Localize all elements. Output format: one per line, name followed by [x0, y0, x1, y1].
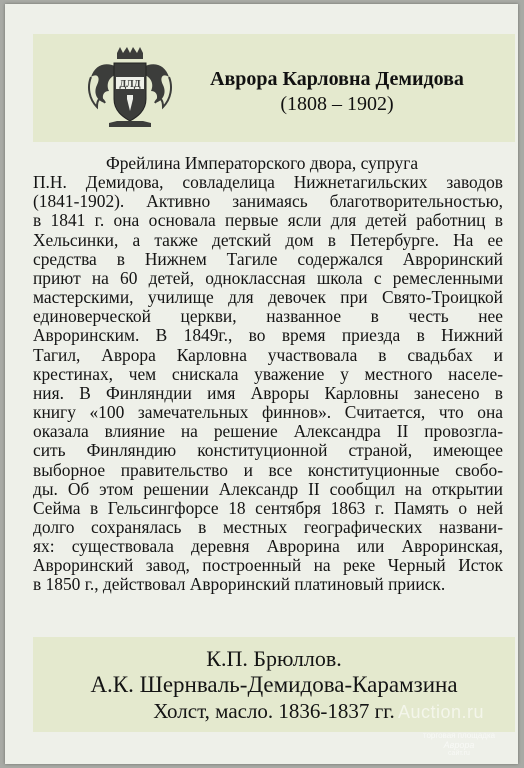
watermark-line2: Аврора [443, 740, 475, 750]
text-line: Тагил, Аврора Карловна участвовала в свадьбах и [33, 344, 503, 365]
text-line: П.Н. Демидова, совладелица Нижнетагильских заводов [33, 172, 503, 193]
coat-of-arms-icon [87, 47, 173, 129]
caption-medium: Холст, масло. 1836-1837 гг. [153, 699, 395, 723]
text-line: мастерскими, училище для девочек при Свято-Троицкой [33, 287, 503, 308]
text-line: долго сохранялась в местных географических названи- [33, 516, 503, 537]
text-line: Сейма в Гельсингфорсе 18 сентября 1863 г. Память о ней [33, 497, 503, 518]
crest-letters: ДЛД [119, 79, 141, 90]
text-line: крестинах, чем снискала уважение у местного населе- [33, 363, 503, 384]
life-years: (1808 – 1902) [280, 93, 394, 115]
text-line: (1841-1902). Активно занимаясь благотворительностью, [33, 191, 503, 212]
watermark [398, 702, 520, 757]
header-banner [33, 34, 515, 142]
text-line: средства в Нижнем Тагиле содержался Авроринский [33, 248, 503, 269]
person-name: Аврора Карловна Демидова [210, 68, 464, 90]
text-line: Авроринский завод, построенный на реке Черный Исток [33, 555, 503, 576]
text-line: в 1850 г., действовал Авроринский платиновый прииск. [33, 574, 446, 595]
header-title [187, 66, 487, 116]
watermark-line1: торговая площадка [422, 731, 496, 740]
text-line: сить Финляндию конституционной страной, имеющее [33, 440, 503, 461]
text-line: в 1841 г. она основала первые ясли для детей работниц в [33, 210, 503, 231]
text-line: оказала влияние на решение Александра II провозгла- [33, 421, 503, 442]
text-line: ях: существовала деревня Аврорина или Авроринская, [33, 536, 503, 557]
text-line: выборное правительство и все конституционные свобо- [33, 459, 503, 480]
text-line: Фрейлина Императорского двора, супруга [106, 153, 419, 173]
caption-artist: К.П. Брюллов. [206, 646, 342, 671]
watermark-line3: сайт.ru [448, 750, 470, 757]
text-line: книгу «100 замечательных финнов». Считается, что она [33, 402, 503, 423]
text-line: единоверческой церкви, названное в честь нее [33, 306, 503, 327]
plaque-sheet [5, 4, 518, 764]
biography-text [33, 154, 503, 595]
text-line: ния. В Финляндии имя Авроры Карловны занесено в [33, 382, 503, 403]
watermark-site: Auction.ru [398, 702, 485, 722]
text-line: Авроринским. В 1849г., во время приезда в Нижний [33, 325, 503, 346]
text-line: приют на 60 детей, одноклассная школа с ремесленными [33, 267, 503, 288]
caption-sitter: А.К. Шернваль-Демидова-Карамзина [90, 672, 458, 697]
text-line: Хельсинки, а также детский дом в Петербурге. На ее [33, 229, 503, 250]
text-line: ды. Об этом решении Александр II сообщил на открытии [33, 478, 503, 499]
